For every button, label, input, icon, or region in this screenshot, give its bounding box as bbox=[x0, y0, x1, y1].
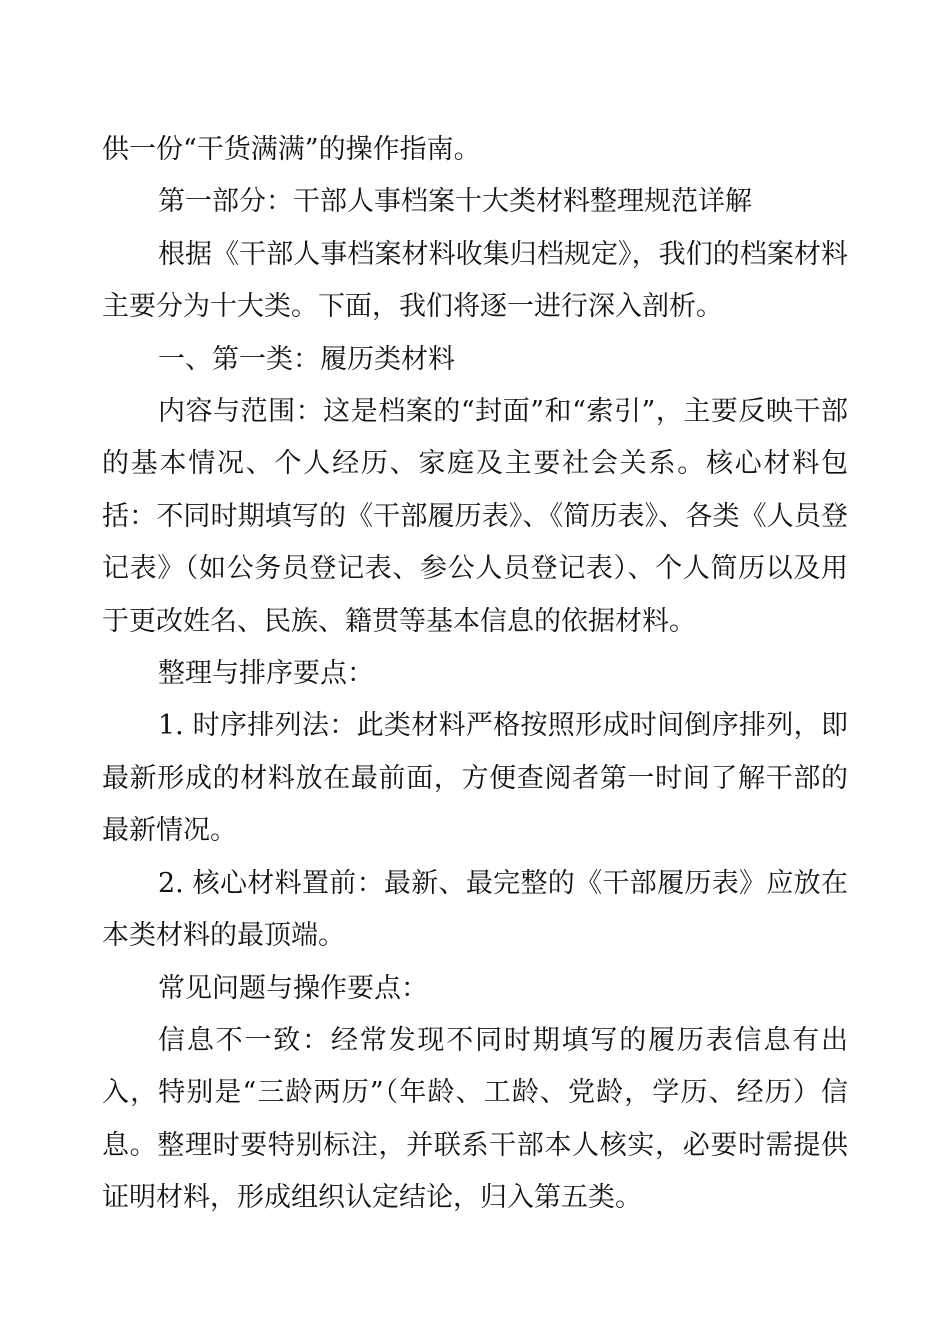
paragraph-content-scope: 内容与范围：这是档案的“封面”和“索引”，主要反映干部的基本情况、个人经历、家庭及主要社会关系。核心材料包括：不同时期填写的《干部履历表》、《简历表》、各类《人员登记表》（如公务员登记表、参公人员登记表）、个人简历以及用于更改姓名、民族、籍贯等基本信息的依据材料。 bbox=[102, 396, 848, 637]
paragraph-intro: 根据《干部人事档案材料收集归档规定》，我们的档案材料主要分为十大类。下面，我们将逐一进行深入剖析。 bbox=[102, 238, 848, 323]
section-heading-part-one: 第一部分：干部人事档案十大类材料整理规范详解 bbox=[158, 186, 752, 218]
subheading-sorting-points: 整理与排序要点： bbox=[158, 658, 374, 690]
list-item-1: 1. 时序排列法：此类材料严格按照形成时间倒序排列，即最新形成的材料放在最前面，方便查阅者第一时间了解干部的最新情况。 bbox=[102, 710, 848, 847]
category-heading-one: 一、第一类：履历类材料 bbox=[158, 343, 455, 375]
paragraph-continuation: 供一份“干货满满”的操作指南。 bbox=[102, 134, 481, 165]
paragraph-inconsistency: 信息不一致：经常发现不同时期填写的履历表信息有出入，特别是“三龄两历”（年龄、工龄、党龄，学历、经历）信息。整理时要特别标注，并联系干部本人核实，必要时需提供证明材料，形成组织认定结论，归入第五类。 bbox=[102, 1024, 848, 1214]
list-item-2: 2. 核心材料置前：最新、最完整的《干部履历表》应放在本类材料的最顶端。 bbox=[102, 867, 848, 952]
document-body bbox=[102, 124, 848, 1225]
subheading-common-issues: 常见问题与操作要点： bbox=[158, 972, 428, 1004]
